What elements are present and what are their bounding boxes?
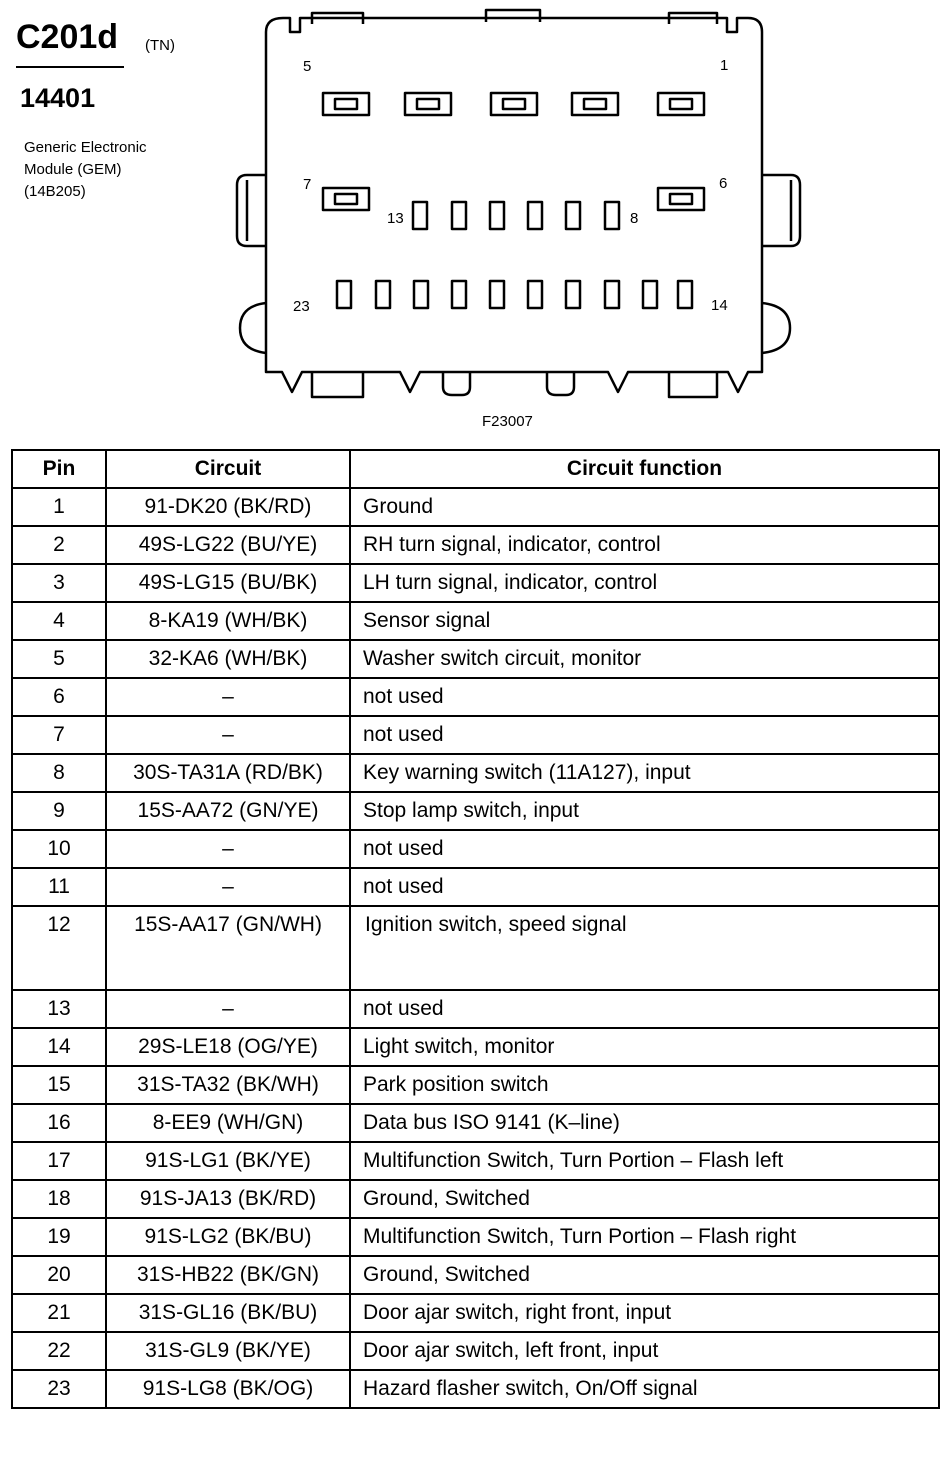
circuit-cell: 8-EE9 (WH/GN) <box>106 1104 350 1142</box>
table-row <box>12 1294 939 1332</box>
function-cell: RH turn signal, indicator, control <box>350 526 939 564</box>
circuit-cell: 91-DK20 (BK/RD) <box>106 488 350 526</box>
pin-cell: 8 <box>12 754 106 792</box>
pin-cell: 16 <box>12 1104 106 1142</box>
function-cell: Key warning switch (11A127), input <box>350 754 939 792</box>
table-row <box>12 1256 939 1294</box>
function-cell: Multifunction Switch, Turn Portion – Flash right <box>350 1218 939 1256</box>
bottom-tab <box>669 372 717 397</box>
function-cell: not used <box>350 678 939 716</box>
pin-cell: 20 <box>12 1256 106 1294</box>
table-row <box>12 526 939 564</box>
circuit-cell: 31S-GL16 (BK/BU) <box>106 1294 350 1332</box>
bottom-tab <box>312 372 363 397</box>
pin-cell: 21 <box>12 1294 106 1332</box>
part-number: 14401 <box>20 83 96 113</box>
pin-label-6: 6 <box>719 175 728 192</box>
pin-cell: 14 <box>12 1028 106 1066</box>
table-row <box>12 564 939 602</box>
header-function: Circuit function <box>350 450 939 488</box>
function-cell: Data bus ISO 9141 (K–line) <box>350 1104 939 1142</box>
circuit-cell: – <box>106 990 350 1028</box>
circuit-cell: 91S-LG8 (BK/OG) <box>106 1370 350 1408</box>
table-row <box>12 488 939 526</box>
table-row <box>12 792 939 830</box>
pin-cell: 15 <box>12 1066 106 1104</box>
pin-cell: 1 <box>12 488 106 526</box>
function-cell: Ground, Switched <box>350 1256 939 1294</box>
description-line: Module (GEM) <box>24 161 122 178</box>
header-pin: Pin <box>12 450 106 488</box>
pin-cell: 5 <box>12 640 106 678</box>
circuit-cell: 8-KA19 (WH/BK) <box>106 602 350 640</box>
table-row <box>12 906 939 990</box>
pin-cell: 4 <box>12 602 106 640</box>
bottom-tab <box>443 372 470 395</box>
pin-cell: 10 <box>12 830 106 868</box>
pin-cell: 2 <box>12 526 106 564</box>
pin-cell: 13 <box>12 990 106 1028</box>
table-row <box>12 868 939 906</box>
pin-cell: 7 <box>12 716 106 754</box>
circuit-cell: 15S-AA17 (GN/WH) <box>106 906 350 990</box>
pin-cell: 11 <box>12 868 106 906</box>
function-cell: Park position switch <box>350 1066 939 1104</box>
pin-label-8: 8 <box>630 210 639 227</box>
pin-label-13: 13 <box>387 210 404 227</box>
function-cell: Light switch, monitor <box>350 1028 939 1066</box>
table-row <box>12 1180 939 1218</box>
pin-label-14: 14 <box>711 297 728 314</box>
table-row <box>12 990 939 1028</box>
pin-row-bottom <box>337 281 692 308</box>
circuit-cell: 29S-LE18 (OG/YE) <box>106 1028 350 1066</box>
table-row <box>12 640 939 678</box>
table-row <box>12 754 939 792</box>
pin-row-middle-ends <box>323 188 704 210</box>
function-cell: Door ajar switch, left front, input <box>350 1332 939 1370</box>
right-bump <box>762 303 790 353</box>
function-cell: Sensor signal <box>350 602 939 640</box>
circuit-cell: 31S-TA32 (BK/WH) <box>106 1066 350 1104</box>
description-line: (14B205) <box>24 183 86 200</box>
function-cell: Multifunction Switch, Turn Portion – Flash left <box>350 1142 939 1180</box>
table-row <box>12 678 939 716</box>
connector-id: C201d <box>16 18 119 56</box>
function-cell: Hazard flasher switch, On/Off signal <box>350 1370 939 1408</box>
function-cell: Ground <box>350 488 939 526</box>
table-row <box>12 1218 939 1256</box>
table-row <box>12 1028 939 1066</box>
circuit-cell: 49S-LG15 (BU/BK) <box>106 564 350 602</box>
connector-face-diagram <box>0 0 950 440</box>
right-latch <box>762 175 800 246</box>
circuit-cell: 15S-AA72 (GN/YE) <box>106 792 350 830</box>
pin-cell: 3 <box>12 564 106 602</box>
table-row <box>12 1370 939 1408</box>
circuit-cell: – <box>106 716 350 754</box>
pin-cell: 19 <box>12 1218 106 1256</box>
circuit-cell: – <box>106 868 350 906</box>
function-cell: not used <box>350 830 939 868</box>
function-cell: Stop lamp switch, input <box>350 792 939 830</box>
function-cell: LH turn signal, indicator, control <box>350 564 939 602</box>
table-row <box>12 1332 939 1370</box>
circuit-cell: 91S-LG1 (BK/YE) <box>106 1142 350 1180</box>
table-row <box>12 1104 939 1142</box>
table-row <box>12 716 939 754</box>
table-row <box>12 830 939 868</box>
connector-variant: (TN) <box>145 37 175 54</box>
circuit-cell: 91S-JA13 (BK/RD) <box>106 1180 350 1218</box>
pin-label-1: 1 <box>720 57 729 74</box>
top-tab <box>486 10 540 22</box>
circuit-cell: 32-KA6 (WH/BK) <box>106 640 350 678</box>
circuit-cell: 31S-HB22 (BK/GN) <box>106 1256 350 1294</box>
figure-id: F23007 <box>482 413 533 430</box>
table-header-row <box>12 450 939 488</box>
pin-label-5: 5 <box>303 58 312 75</box>
left-bump <box>240 303 266 353</box>
circuit-cell: 31S-GL9 (BK/YE) <box>106 1332 350 1370</box>
circuit-cell: 49S-LG22 (BU/YE) <box>106 526 350 564</box>
function-cell: not used <box>350 868 939 906</box>
pin-cell: 22 <box>12 1332 106 1370</box>
pin-cell: 23 <box>12 1370 106 1408</box>
pin-row-top <box>323 93 704 115</box>
pin-cell: 17 <box>12 1142 106 1180</box>
bottom-tab <box>547 372 574 395</box>
pin-cell: 6 <box>12 678 106 716</box>
pin-label-23: 23 <box>293 298 310 315</box>
function-cell: Ground, Switched <box>350 1180 939 1218</box>
pin-cell: 18 <box>12 1180 106 1218</box>
circuit-cell: – <box>106 678 350 716</box>
circuit-cell: 30S-TA31A (RD/BK) <box>106 754 350 792</box>
function-cell: Door ajar switch, right front, input <box>350 1294 939 1332</box>
function-cell: Ignition switch, speed signal <box>350 906 939 990</box>
left-latch <box>237 175 266 246</box>
table-row <box>12 602 939 640</box>
circuit-cell: 91S-LG2 (BK/BU) <box>106 1218 350 1256</box>
pin-cell: 12 <box>12 906 106 990</box>
header-circuit: Circuit <box>106 450 350 488</box>
pinout-table <box>11 449 940 1409</box>
function-cell: not used <box>350 716 939 754</box>
function-cell: not used <box>350 990 939 1028</box>
table-row <box>12 1066 939 1104</box>
description-line: Generic Electronic <box>24 139 147 156</box>
pin-cell: 9 <box>12 792 106 830</box>
function-cell: Washer switch circuit, monitor <box>350 640 939 678</box>
pin-row-middle <box>413 202 619 229</box>
table-row <box>12 1142 939 1180</box>
circuit-cell: – <box>106 830 350 868</box>
pin-label-7: 7 <box>303 176 312 193</box>
